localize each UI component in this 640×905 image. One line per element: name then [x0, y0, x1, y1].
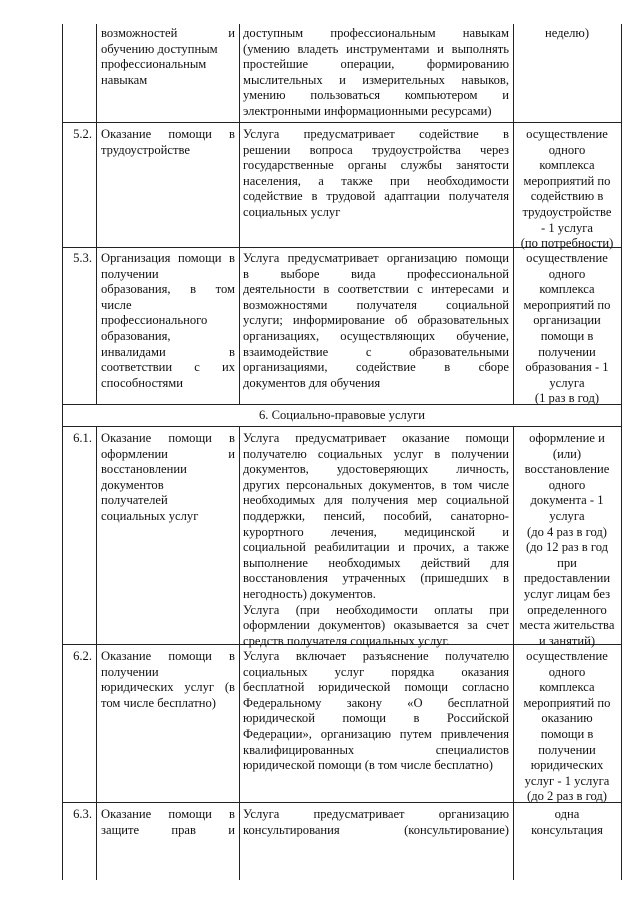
row-5-2-desc-line: социальных услуг: [243, 204, 341, 219]
row-5-3-desc-cell: [243, 251, 509, 391]
row-5-3-norm-line: (1 раз в год): [534, 391, 600, 406]
cont-desc-line: электронными информационными ресурсами): [243, 103, 492, 118]
cont-name-line: профессиональным: [101, 57, 207, 72]
row-6-1-name-line: оформлении и: [101, 446, 235, 461]
row-6-3-norm-cell: [515, 807, 619, 838]
row-6-3-desc-cell: [243, 807, 509, 838]
row-6-1-norm-line: оформление и: [529, 431, 605, 445]
row-5-3-desc-line: взаимодействие с образовательными: [243, 344, 509, 359]
row-5-3-number: 5.3.: [73, 251, 92, 265]
row-5-3-norm-line: осуществление: [526, 251, 608, 265]
cont-desc-line: умению пользоваться компьютером и: [243, 88, 509, 103]
row-6-2-desc-line: бесплатной юридической помощи согласно: [243, 680, 509, 695]
row-5-3-norm-line: комплекса: [539, 282, 595, 297]
row-5-3-norm-line: мероприятий по: [523, 297, 611, 312]
row-6-1-norm-line: и занятий): [538, 633, 596, 648]
table-border-col3b: [513, 426, 514, 880]
row-6-1-desc-line: курортного лечения, медицинской и: [243, 524, 509, 539]
row-6-2-name-cell: [101, 649, 235, 711]
row-6-1-norm-line: (до 12 раз в год: [525, 540, 609, 555]
row-6-2-norm-line: услуг - 1 услуга: [524, 773, 610, 788]
row-6-1-desc-line: Услуга (при необходимости оплаты при: [243, 602, 509, 617]
row-5-2-name-cell: [101, 127, 235, 158]
row-6-1-norm-line: одного: [548, 477, 586, 492]
row-6-2-desc-line: Услуга включает разъяснение получателю: [243, 649, 509, 663]
row-5-3-name-line: профессионального: [101, 313, 208, 328]
row-5-2-norm-line: трудоустройстве: [522, 204, 612, 219]
cont-name-line: навыкам: [101, 72, 148, 87]
row-6-1-name-line: документов: [101, 477, 164, 492]
row-6-3-name-cell: [101, 807, 235, 838]
row-5-3-desc-line: организациях, осуществляющих обучение,: [243, 328, 509, 343]
row-5-3-name-line: способностями: [101, 375, 184, 390]
cont-desc-line: доступным профессиональным навыкам: [243, 26, 509, 40]
row-5-3-name-line: числе: [101, 297, 132, 312]
table-border-left: [62, 24, 63, 880]
row-5-3-norm-line: услуга: [549, 375, 585, 390]
row-6-3-name-line: Оказание помощи в: [101, 807, 235, 821]
row-6-2-norm-line: оказанию: [541, 711, 593, 726]
cont-name-cell: [101, 26, 235, 88]
row-6-2-norm-line: мероприятий по: [523, 695, 611, 710]
row-6-3-desc-line: Услуга предусматривает организацию: [243, 807, 509, 821]
row-5-3-name-line: соответствии с их: [101, 360, 235, 375]
row-6-1-norm-line: при: [557, 555, 577, 570]
row-6-1-desc-line: документов, удостоверяющих личность,: [243, 462, 509, 477]
row-6-2-desc-line: юридической помощи (в том числе бесплатно): [243, 758, 493, 773]
cont-desc-line: простейшие операции, формированию: [243, 57, 509, 72]
row-5-3-norm-line: получении: [538, 344, 596, 359]
row-5-3-norm-line: одного: [548, 266, 586, 281]
row-5-2-norm-line: (по потребности): [520, 236, 614, 251]
row-6-2-norm-line: (до 2 раз в год): [527, 789, 607, 804]
row-5-2-desc-line: населения, а также при необходимости: [243, 173, 509, 188]
row-5-3-name-line: образования, в том: [101, 282, 235, 297]
row-6-1-name-line: восстановлении: [101, 462, 187, 477]
row-5-3-name-cell: [101, 251, 235, 391]
row-6-2-desc-line: Федеральному закону «О бесплатной: [243, 695, 509, 710]
cont-norm-line: неделю): [544, 26, 590, 40]
row-6-1-desc-line: поддержки, пенсий, пособий, санаторно-: [243, 508, 509, 523]
cont-name-line: обучению доступным: [101, 41, 218, 56]
row-5-2-norm-line: содействию в: [530, 189, 604, 204]
table-border-col2b: [239, 426, 240, 880]
row-5-2-desc-line: Услуга предусматривает содействие в: [243, 127, 509, 141]
row-5-3-desc-line: услуги; информирование об образовательных: [243, 313, 509, 328]
table-border-col3: [513, 24, 514, 404]
row-6-1-norm-line: определенного: [527, 602, 607, 617]
row-6-1-name-line: социальных услуг: [101, 508, 199, 523]
row-6-1-desc-line: выполнение необходимых действий для: [243, 555, 509, 570]
row-5-3-name-line: Организация помощи в: [101, 251, 235, 265]
row-5-3-name-line: образования,: [101, 328, 171, 343]
row-5-3-norm-line: организации: [533, 313, 601, 328]
row-6-2-desc-line: Федерации», организацию путем привлечения: [243, 726, 509, 741]
row-separator: [62, 122, 622, 123]
row-5-3-desc-line: организациями, содействие в сборе: [243, 360, 509, 375]
row-6-1-norm-line: документа - 1: [530, 493, 604, 508]
row-6-2-norm-line: осуществление: [526, 649, 608, 663]
row-5-2-desc-line: решении вопроса трудоустройства через: [243, 142, 509, 157]
table-border-col1b: [96, 426, 97, 880]
row-5-3-norm-line: образования - 1: [525, 360, 609, 375]
row-5-3-name-line: получении: [101, 266, 159, 281]
row-5-2-norm-line: комплекса: [539, 158, 595, 173]
row-6-3-norm-line: консультация: [531, 822, 603, 837]
table-border-right: [621, 24, 622, 880]
row-6-1-norm-line: (или): [552, 446, 582, 461]
row-5-3-desc-line: возможностями получателя социальной: [243, 297, 509, 312]
row-5-2-desc-line: содействие в трудовой адаптации получателя: [243, 189, 509, 204]
row-6-1-norm-line: места жительства: [519, 618, 615, 633]
row-6-1-norm-cell: [515, 431, 619, 649]
section-heading: 6. Социально-правовые услуги: [258, 408, 426, 422]
row-6-3-number: 6.3.: [73, 807, 92, 821]
row-6-1-norm-line: восстановление: [524, 462, 610, 477]
row-6-1-number: 6.1.: [73, 431, 92, 445]
row-6-1-desc-line: необходимых для получения мер социальной: [243, 493, 509, 508]
row-5-2-norm-line: мероприятий по: [523, 173, 611, 188]
row-5-2-name-line: трудоустройстве: [101, 142, 190, 157]
row-5-3-norm-line: помощи в: [540, 328, 594, 343]
row-6-3-name-line: защите прав и: [101, 822, 235, 837]
cont-name-line: возможностей и: [101, 26, 235, 40]
row-6-2-name-line: юридических услуг (в: [101, 680, 235, 695]
row-5-3-desc-line: Услуга предусматривает организацию помощи: [243, 251, 509, 265]
row-6-2-name-line: получении: [101, 664, 159, 679]
row-5-3-desc-line: деятельности в соответствии с интересами и: [243, 282, 509, 297]
row-6-2-desc-line: квалифицированных специалистов: [243, 742, 509, 757]
row-6-1-desc-line: негодность) документов.: [243, 586, 376, 601]
row-6-3-desc-line: консультирования (консультирование): [243, 822, 509, 837]
row-6-2-name-line: том числе бесплатно): [101, 695, 216, 710]
row-6-1-norm-line: услуга: [549, 508, 585, 523]
row-5-3-name-line: инвалидами в: [101, 344, 235, 359]
cont-desc-cell: [243, 26, 509, 120]
row-6-1-desc-line: Услуга предусматривает оказание помощи: [243, 431, 509, 445]
row-6-2-norm-line: получении: [538, 742, 596, 757]
row-6-2-norm-line: помощи в: [540, 726, 594, 741]
row-6-1-name-line: получателей: [101, 493, 168, 508]
row-6-2-norm-cell: [515, 649, 619, 805]
table-border-col1: [96, 24, 97, 404]
row-5-2-desc-line: государственные органы службы занятости: [243, 158, 509, 173]
row-6-1-name-cell: [101, 431, 235, 525]
row-6-3-norm-line: одна: [554, 807, 580, 821]
row-6-1-desc-line: оформлении документов) оказывается за счет: [243, 618, 509, 633]
row-6-2-name-line: Оказание помощи в: [101, 649, 235, 663]
cont-desc-line: мыслительных и измерительных навыков,: [243, 72, 509, 87]
row-separator: [62, 426, 622, 427]
row-5-2-norm-cell: [515, 127, 619, 252]
row-6-1-norm-line: (до 4 раз в год): [527, 524, 607, 539]
row-6-1-norm-line: предоставлении: [523, 571, 611, 586]
row-6-1-norm-line: услуг лицам без: [523, 586, 611, 601]
row-6-1-desc-line: социальной реабилитации и прочих, а также: [243, 540, 509, 555]
table-border-col2: [239, 24, 240, 404]
row-6-1-name-line: Оказание помощи в: [101, 431, 235, 445]
row-6-2-desc-line: юридической помощи в Российской: [243, 711, 509, 726]
row-6-2-norm-line: одного: [548, 664, 586, 679]
row-5-3-desc-line: в выборе вида профессиональной: [243, 266, 509, 281]
row-5-2-name-line: Оказание помощи в: [101, 127, 235, 141]
row-6-2-desc-cell: [243, 649, 509, 774]
row-6-1-desc-line: восстановления утраченных (пришедших в: [243, 571, 509, 586]
row-5-2-number: 5.2.: [73, 127, 92, 141]
row-6-2-norm-line: комплекса: [539, 680, 595, 695]
row-6-2-norm-line: юридических: [530, 758, 604, 773]
row-5-2-norm-line: осуществление: [526, 127, 608, 141]
row-5-2-norm-line: одного: [548, 142, 586, 157]
row-6-1-desc-line: других персональных документов, в том числе: [243, 477, 509, 492]
row-6-1-desc-line: средств получателя социальных услуг.: [243, 633, 450, 648]
row-5-2-norm-line: - 1 услуга: [540, 220, 593, 235]
row-5-3-desc-line: документов для обучения: [243, 375, 381, 390]
row-5-2-desc-cell: [243, 127, 509, 221]
row-6-2-number: 6.2.: [73, 649, 92, 663]
row-6-1-desc-line: получателю социальных услуг в получении: [243, 446, 509, 461]
row-6-1-desc-cell: [243, 431, 509, 649]
row-5-3-norm-cell: [515, 251, 619, 407]
cont-desc-line: (умению владеть инструментами и выполнять: [243, 41, 509, 56]
cont-norm-cell: [515, 26, 619, 42]
row-6-2-desc-line: социальных услуг порядка оказания: [243, 664, 509, 679]
